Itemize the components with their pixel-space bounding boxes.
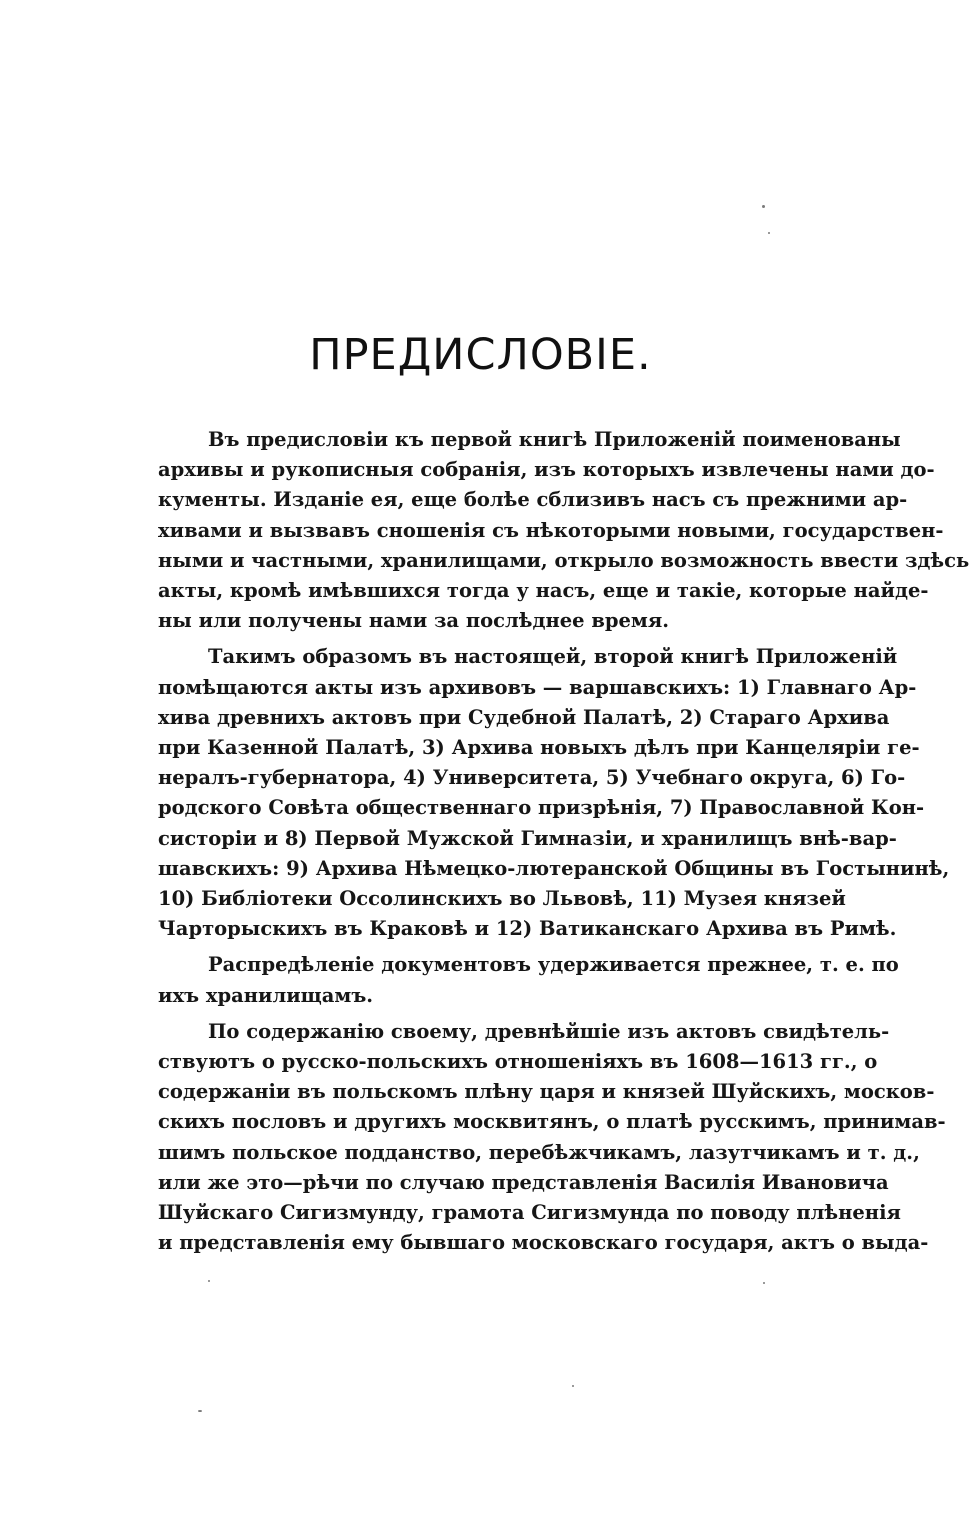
scan-speck — [768, 232, 770, 234]
text-line: шавскихъ: 9) Архива Нѣмецко-лютеранской Общины въ Гостынинѣ, — [158, 856, 950, 880]
paragraph-3 — [158, 950, 899, 1010]
text-line: шимъ польское подданство, перебѣжчикамъ, лазутчикамъ и т. д., — [158, 1140, 920, 1164]
text-line: ны или получены нами за послѣднее время. — [158, 609, 670, 633]
scan-speck — [572, 1385, 574, 1387]
text-line: помѣщаются акты изъ архивовъ — варшавскихъ: 1) Главнаго Ар- — [158, 675, 917, 699]
text-line: или же это—рѣчи по случаю представленія Василія Ивановича — [158, 1170, 889, 1194]
text-line: Чарторыскихъ въ Краковѣ и 12) Ватиканскаго Архива въ Римѣ. — [158, 917, 897, 941]
text-line: хива древнихъ актовъ при Судебной Палатѣ, 2) Стараго Архива — [158, 705, 890, 729]
text-line: при Казенной Палатѣ, 3) Архива новыхъ дѣлъ при Канцеляріи ге- — [158, 736, 920, 760]
text-line: ихъ хранилищамъ. — [158, 983, 374, 1007]
page-title: ПРЕДИСЛОВІЕ. — [309, 330, 652, 380]
text-line: содержаніи въ польскомъ плѣну царя и князей Шуйскихъ, москов- — [158, 1080, 935, 1104]
text-line: и представленія ему бывшаго московскаго государя, актъ о выда- — [158, 1231, 929, 1255]
text-line: родского Совѣта общественнаго призрѣнія, 7) Православной Кон- — [158, 796, 925, 820]
text-line: ными и частными, хранилищами, открыло возможность ввести здѣсь — [158, 548, 969, 572]
text-line: кументы. Изданіе ея, еще болѣе сблизивъ насъ съ прежними ар- — [158, 488, 908, 512]
paragraph-2 — [158, 642, 950, 944]
text-line: Шуйскаго Сигизмунду, грамота Сигизмунда по поводу плѣненія — [158, 1201, 901, 1225]
text-line: систоріи и 8) Первой Мужской Гимназіи, и хранилищъ внѣ-вар- — [158, 826, 897, 850]
text-line: хивами и вызвавъ сношенія съ нѣкоторыми новыми, государствен- — [158, 518, 944, 542]
text-line: акты, кромѣ имѣвшихся тогда у насъ, еще и такіе, которые найде- — [158, 579, 929, 603]
text-line: Такимъ образомъ въ настоящей, второй книгѣ Приложеній — [208, 645, 898, 669]
text-line: нералъ-губернатора, 4) Университета, 5) Учебнаго округа, 6) Го- — [158, 766, 906, 790]
scan-speck — [763, 1282, 765, 1284]
text-line: архивы и рукописныя собранія, изъ которыхъ извлечены нами до- — [158, 458, 935, 482]
text-line: По содержанію своему, древнѣйшіе изъ актовъ свидѣтель- — [208, 1019, 890, 1043]
scan-speck — [762, 205, 765, 208]
text-line: ствуютъ о русско-польскихъ отношеніяхъ въ 1608—1613 гг., о — [158, 1050, 878, 1074]
paragraph-4 — [158, 1017, 946, 1259]
scan-speck — [198, 1410, 202, 1412]
text-line: скихъ пословъ и другихъ москвитянъ, о платѣ русскимъ, принимав- — [158, 1110, 946, 1134]
text-line: 10) Библіотеки Оссолинскихъ во Львовѣ, 11) Музея князей — [158, 887, 846, 911]
preface-body — [158, 425, 969, 1264]
paragraph-1 — [158, 425, 969, 636]
text-line: Въ предисловіи къ первой книгѣ Приложеній поименованы — [208, 428, 901, 451]
scan-speck — [208, 1280, 210, 1282]
text-line: Распредѣленіе документовъ удерживается прежнее, т. е. по — [208, 953, 899, 977]
